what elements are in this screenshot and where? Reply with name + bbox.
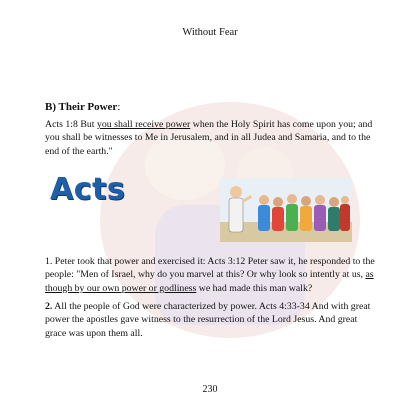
paragraph2-text-end: we had made this man walk? bbox=[196, 282, 313, 294]
section-heading-colon: : bbox=[117, 101, 121, 113]
page-header-title: Without Fear bbox=[182, 27, 238, 38]
paragraph1-text-start: Acts 1:8 But bbox=[45, 119, 97, 130]
paragraph3-text: All the people of God were characterized by power. Acts 4:33-34 And with great power the apostles gave witness to the resurrection of the Lord Jesus. And great grace was upon them all. bbox=[45, 301, 371, 339]
paragraph-acts-1-8 bbox=[45, 118, 375, 158]
paragraph2-text-start: 1. Peter took that power and exercised it: Acts 3:12 Peter saw it, he responded to the people: "Men of Israel, why do you marvel at this? Or why look so intently at us, bbox=[45, 256, 375, 281]
paragraph2-underlined: as though by our own power or godliness bbox=[45, 269, 374, 294]
crowd-illustration-icon bbox=[220, 178, 352, 242]
paragraph-people-power bbox=[45, 300, 375, 340]
paragraph1-underlined: you shall receive power bbox=[96, 119, 191, 130]
paragraph1-text-end: when the Holy Spirit has come upon you; and you shall be witnesses to Me in Jerusalem, and in all Judea and Samaria, and to the end of the earth." bbox=[45, 119, 373, 157]
section-heading bbox=[45, 101, 120, 113]
acts-logo: Acts bbox=[50, 172, 126, 207]
paragraph-peter-power bbox=[45, 255, 375, 295]
paragraph3-number: 2. bbox=[45, 301, 53, 312]
section-heading-label: B) Their Power bbox=[45, 101, 118, 113]
page-number: 230 bbox=[202, 384, 218, 395]
